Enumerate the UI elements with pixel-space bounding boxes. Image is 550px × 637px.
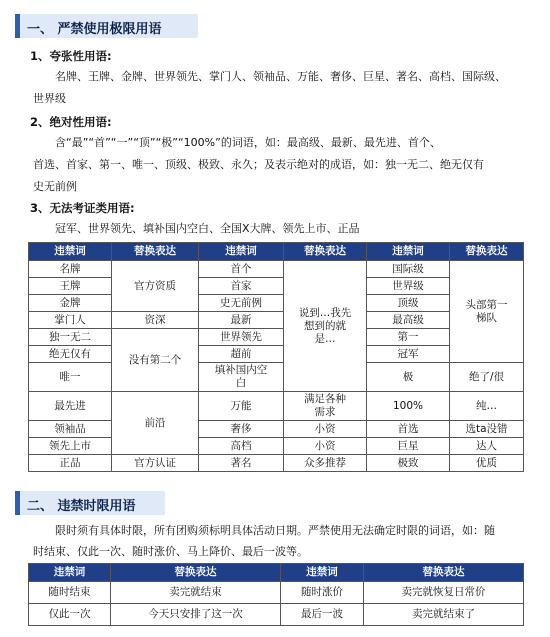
- table-cell: 卖完就结束了: [364, 604, 524, 626]
- table-row: [29, 392, 524, 421]
- table-cell: 满足各种需求: [284, 392, 367, 421]
- table-cell: 奢侈: [199, 421, 284, 438]
- table-header-cell: 违禁词: [199, 243, 284, 261]
- table-cell: 卖完就结束: [111, 582, 281, 604]
- table-row: [29, 363, 524, 392]
- table-header-row: [29, 243, 524, 261]
- table-cell: 头部第一梯队: [450, 261, 524, 363]
- table-header-cell: 违禁词: [29, 564, 111, 582]
- table-row: [29, 455, 524, 472]
- table-cell: 今天只安排了这一次: [111, 604, 281, 626]
- table-header-cell: 违禁词: [367, 243, 450, 261]
- table-cell: 极致: [367, 455, 450, 472]
- table-cell: 掌门人: [29, 312, 112, 329]
- table-row: [29, 329, 524, 346]
- table-row: [29, 582, 524, 604]
- table-cell: 绝无仅有: [29, 346, 112, 363]
- subsection-1-title: 1、夸张性用语:: [30, 49, 112, 63]
- section-2-accent-bar: [15, 491, 20, 515]
- section-2-header: [15, 491, 165, 515]
- section-1-accent-bar: [15, 14, 20, 38]
- table-row: [29, 346, 524, 363]
- table-cell: 巨星: [367, 438, 450, 455]
- table-cell: 首个: [199, 261, 284, 278]
- table-cell: 卖完就恢复日常价: [364, 582, 524, 604]
- table-row: [29, 421, 524, 438]
- table-cell: 说到…我先想到的就是…: [284, 261, 367, 392]
- table-cell: 随时涨价: [281, 582, 364, 604]
- table-cell: 众多推荐: [284, 455, 367, 472]
- table-row: [29, 261, 524, 278]
- table-header-cell: 替换表达: [364, 564, 524, 582]
- table-cell: 最先进: [29, 392, 112, 421]
- table-cell: 首家: [199, 278, 284, 295]
- table-cell: 史无前例: [199, 295, 284, 312]
- prohibited-words-table: [28, 242, 524, 472]
- table-row: [29, 438, 524, 455]
- table-cell: 最后一波: [281, 604, 364, 626]
- table-cell: 超前: [199, 346, 284, 363]
- table-cell: 前沿: [112, 392, 199, 455]
- table-cell: 没有第二个: [112, 329, 199, 392]
- table-cell: 著名: [199, 455, 284, 472]
- subsection-2-line-3: 史无前例: [33, 180, 77, 193]
- table-cell: 绝了/很: [450, 363, 524, 392]
- subsection-3-title: 3、无法考证类用语:: [30, 201, 135, 215]
- table-cell: 小资: [284, 421, 367, 438]
- table-cell: 名牌: [29, 261, 112, 278]
- table-cell: 随时结束: [29, 582, 111, 604]
- table-cell: 金牌: [29, 295, 112, 312]
- time-limit-words-table: [28, 563, 524, 626]
- table-cell: 选ta没错: [450, 421, 524, 438]
- table-cell: 第一: [367, 329, 450, 346]
- table-row: [29, 278, 524, 295]
- section-2-line-2: 时结束、仅此一次、随时涨价、马上降价、最后一波等。: [33, 545, 308, 558]
- section-1-header: [15, 14, 198, 38]
- subsection-2-line-1: 含“最”“首”“一”“顶”“极”“100%”的词语，如：最高级、最新、最先进、首个、: [55, 136, 441, 149]
- subsection-3-line-1: 冠军、世界领先、填补国内空白、全国X大牌、领先上市、正品: [55, 222, 360, 235]
- subsection-2-title: 2、绝对性用语:: [30, 115, 112, 129]
- table-cell: 最高级: [367, 312, 450, 329]
- table-cell: 高档: [199, 438, 284, 455]
- table-cell: 小资: [284, 438, 367, 455]
- table-cell: 达人: [450, 438, 524, 455]
- section-2-title: 二、 违禁时限用语: [27, 499, 136, 514]
- table-cell: 资深: [112, 312, 199, 329]
- table-header-cell: 替换表达: [450, 243, 524, 261]
- table-cell: 领袖品: [29, 421, 112, 438]
- table-cell: 顶级: [367, 295, 450, 312]
- table-cell: 王牌: [29, 278, 112, 295]
- table-cell: 国际级: [367, 261, 450, 278]
- table-cell: 唯一: [29, 363, 112, 392]
- section-2-line-1: 限时须有具体时限，所有团购须标明具体活动日期。严禁使用无法确定时限的词语，如：随: [55, 524, 495, 537]
- table-header-cell: 替换表达: [112, 243, 199, 261]
- table-cell: 100%: [367, 392, 450, 421]
- table-cell: 冠军: [367, 346, 450, 363]
- table-cell: 官方资质: [112, 261, 199, 312]
- table-cell: 万能: [199, 392, 284, 421]
- table-cell: 独一无二: [29, 329, 112, 346]
- table-cell: 正品: [29, 455, 112, 472]
- subsection-1-line-1: 名牌、王牌、金牌、世界领先、掌门人、领袖品、万能、奢侈、巨星、著名、高档、国际级、: [55, 70, 506, 83]
- table-row: [29, 312, 524, 329]
- section-1-title: 一、 严禁使用极限用语: [27, 22, 162, 37]
- table-cell: 仅此一次: [29, 604, 111, 626]
- table-cell: 官方认证: [112, 455, 199, 472]
- table-header-cell: 违禁词: [29, 243, 112, 261]
- table-row: [29, 604, 524, 626]
- table-cell: 最新: [199, 312, 284, 329]
- table-header-cell: 违禁词: [281, 564, 364, 582]
- table-row: [29, 295, 524, 312]
- subsection-1-line-2: 世界级: [33, 92, 66, 105]
- table-header-cell: 替换表达: [111, 564, 281, 582]
- table-cell: 世界领先: [199, 329, 284, 346]
- table-header-cell: 替换表达: [284, 243, 367, 261]
- table-cell: 世界级: [367, 278, 450, 295]
- table-cell: 极: [367, 363, 450, 392]
- table-cell: 填补国内空白: [199, 363, 284, 392]
- subsection-2-line-2: 首选、首家、第一、唯一、顶级、极致、永久；及表示绝对的成语，如：独一无二、绝无仅有: [33, 158, 484, 171]
- table-header-row: [29, 564, 524, 582]
- table-cell: 纯…: [450, 392, 524, 421]
- table-cell: 首选: [367, 421, 450, 438]
- table-cell: 优质: [450, 455, 524, 472]
- table-cell: 领先上市: [29, 438, 112, 455]
